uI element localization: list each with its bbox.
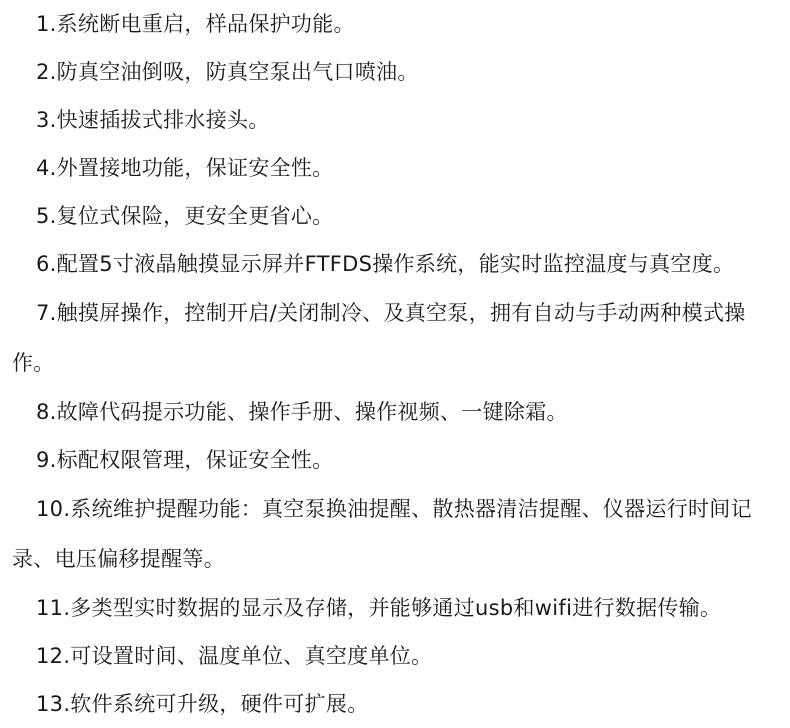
feature-item-3: 3.快速插拔式排水接头。 bbox=[36, 108, 270, 132]
feature-item-8: 8.故障代码提示功能、操作手册、操作视频、一键除霜。 bbox=[36, 400, 568, 424]
feature-item-7: 7.触摸屏操作，控制开启/关闭制冷、及真空泵，拥有自动与手动两种模式操作。 bbox=[12, 301, 746, 375]
feature-item-12: 12.可设置时间、温度单位、真空度单位。 bbox=[36, 644, 433, 668]
feature-item-11: 11.多类型实时数据的显示及存储，并能够通过usb和wifi进行数据传输。 bbox=[36, 596, 722, 620]
feature-item-10: 10.系统维护提醒功能：真空泵换油提醒、散热器清洁提醒、仪器运行时间记录、电压偏移提醒等。 bbox=[12, 497, 752, 571]
feature-item-1: 1.系统断电重启，样品保护功能。 bbox=[36, 12, 355, 36]
feature-item-13: 13.软件系统可升级，硬件可扩展。 bbox=[36, 692, 369, 716]
feature-list bbox=[12, 0, 784, 728]
feature-item-9: 9.标配权限管理，保证安全性。 bbox=[36, 448, 334, 472]
feature-item-4: 4.外置接地功能，保证安全性。 bbox=[36, 156, 334, 180]
feature-item-6: 6.配置5寸液晶触摸显示屏并FTFDS操作系统，能实时监控温度与真空度。 bbox=[36, 252, 735, 276]
feature-item-2: 2.防真空油倒吸，防真空泵出气口喷油。 bbox=[36, 60, 419, 84]
feature-item-5: 5.复位式保险，更安全更省心。 bbox=[36, 204, 334, 228]
